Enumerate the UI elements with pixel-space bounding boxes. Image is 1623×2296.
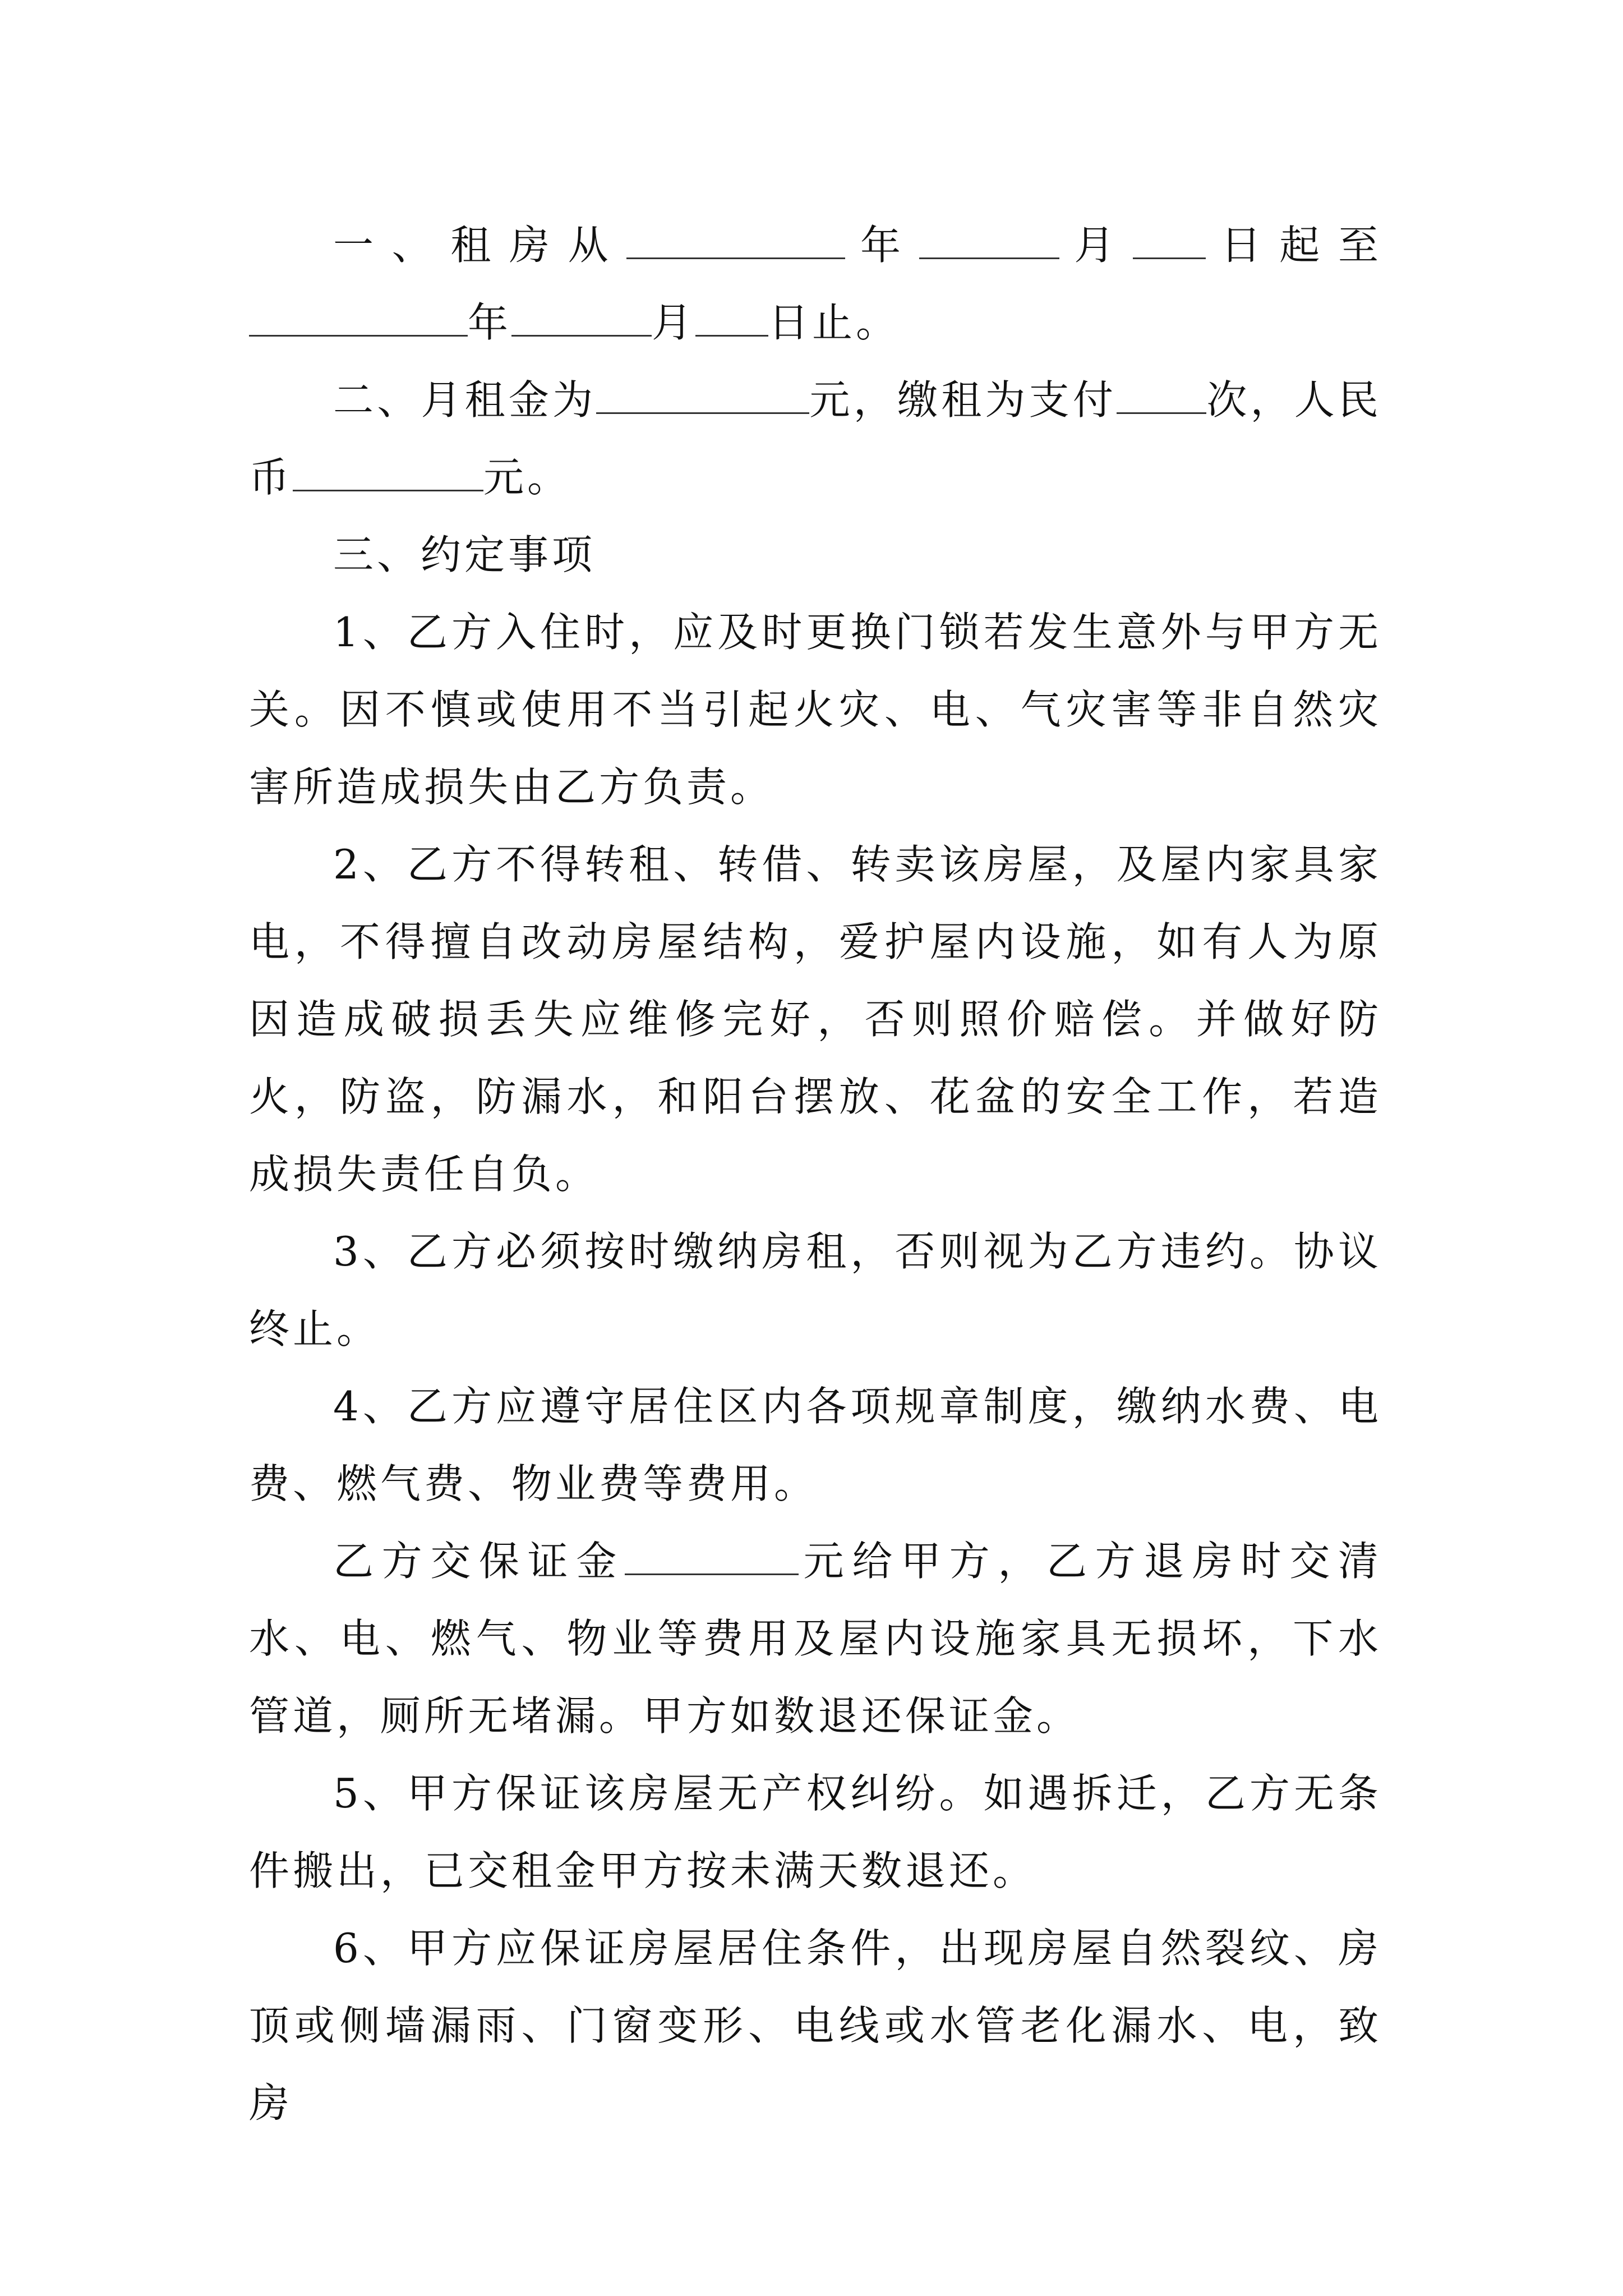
blank-start-day <box>1133 225 1206 259</box>
item-2-no-sublet: 2、乙方不得转租、转借、转卖该房屋，及屋内家具家电，不得擅自改动房屋结构，爱护屋内设施，如有人为原因造成破损丢失应维修完好，否则照价赔偿。并做好防火，防盗，防漏水，和阳台摆放、花盆的安全工作，若造成损失责任自负。 <box>249 841 1382 1198</box>
item-6-living-conditions: 6、甲方应保证房屋居住条件，出现房屋自然裂纹、房顶或侧墙漏雨、门窗变形、电线或水管老化漏水、电，致房 <box>249 1925 1382 2127</box>
blank-rmb-amount <box>293 457 483 491</box>
document-body <box>249 206 1382 2142</box>
blank-payment-times <box>1117 380 1206 414</box>
blank-end-year <box>249 302 468 337</box>
item-5-property-rights: 5、甲方保证该房屋无产权纠纷。如遇拆迁，乙方无条件搬出，已交租金甲方按未满天数退还。 <box>249 1770 1382 1894</box>
label-times-rmb: 次，人民币 <box>249 376 1382 501</box>
clause-agreed-matters-heading: 三、约定事项 <box>333 531 596 578</box>
blank-deposit-amount <box>625 1541 799 1575</box>
label-month-end: 月 <box>652 299 696 346</box>
label-yuan-payment: 元，缴租为支付 <box>809 376 1117 424</box>
label-day-from: 日起至 <box>1205 222 1382 269</box>
clause-rental-period <box>249 206 1382 361</box>
clause-rent-prefix: 二、月租金为 <box>333 376 597 424</box>
blank-end-month <box>511 302 652 337</box>
item-1-locks-liability: 1、乙方入住时，应及时更换门锁若发生意外与甲方无关。因不慎或使用不当引起火灾、电、气灾害等非自然灾害所造成损失由乙方负责。 <box>249 609 1382 811</box>
deposit-rest: 元给甲方，乙方退房时交清水、电、燃气、物业等费用及屋内设施家具无损坏，下水管道，厕所无堵漏。甲方如数退还保证金。 <box>249 1538 1382 1740</box>
clause-rental-period-prefix: 一、租房从 <box>333 222 627 269</box>
deposit-prefix: 乙方交保证金 <box>333 1538 625 1585</box>
label-month-start: 月 <box>1059 222 1133 269</box>
label-yuan-end: 元。 <box>483 454 571 501</box>
item-4-regulations-fees: 4、乙方应遵守居住区内各项规章制度，缴纳水费、电费、燃气费、物业费等费用。 <box>249 1383 1382 1507</box>
blank-start-month <box>919 225 1059 259</box>
label-year-end: 年 <box>468 299 512 346</box>
blank-monthly-rent <box>596 380 809 414</box>
blank-end-day <box>695 302 768 337</box>
label-day-end: 日止。 <box>768 299 900 346</box>
label-year-start: 年 <box>845 222 919 269</box>
deposit-clause <box>249 1522 1382 1755</box>
clause-rent-amount <box>249 361 1382 516</box>
item-3-pay-rent: 3、乙方必须按时缴纳房租，否则视为乙方违约。协议终止。 <box>249 1228 1382 1352</box>
blank-start-year <box>626 225 845 259</box>
